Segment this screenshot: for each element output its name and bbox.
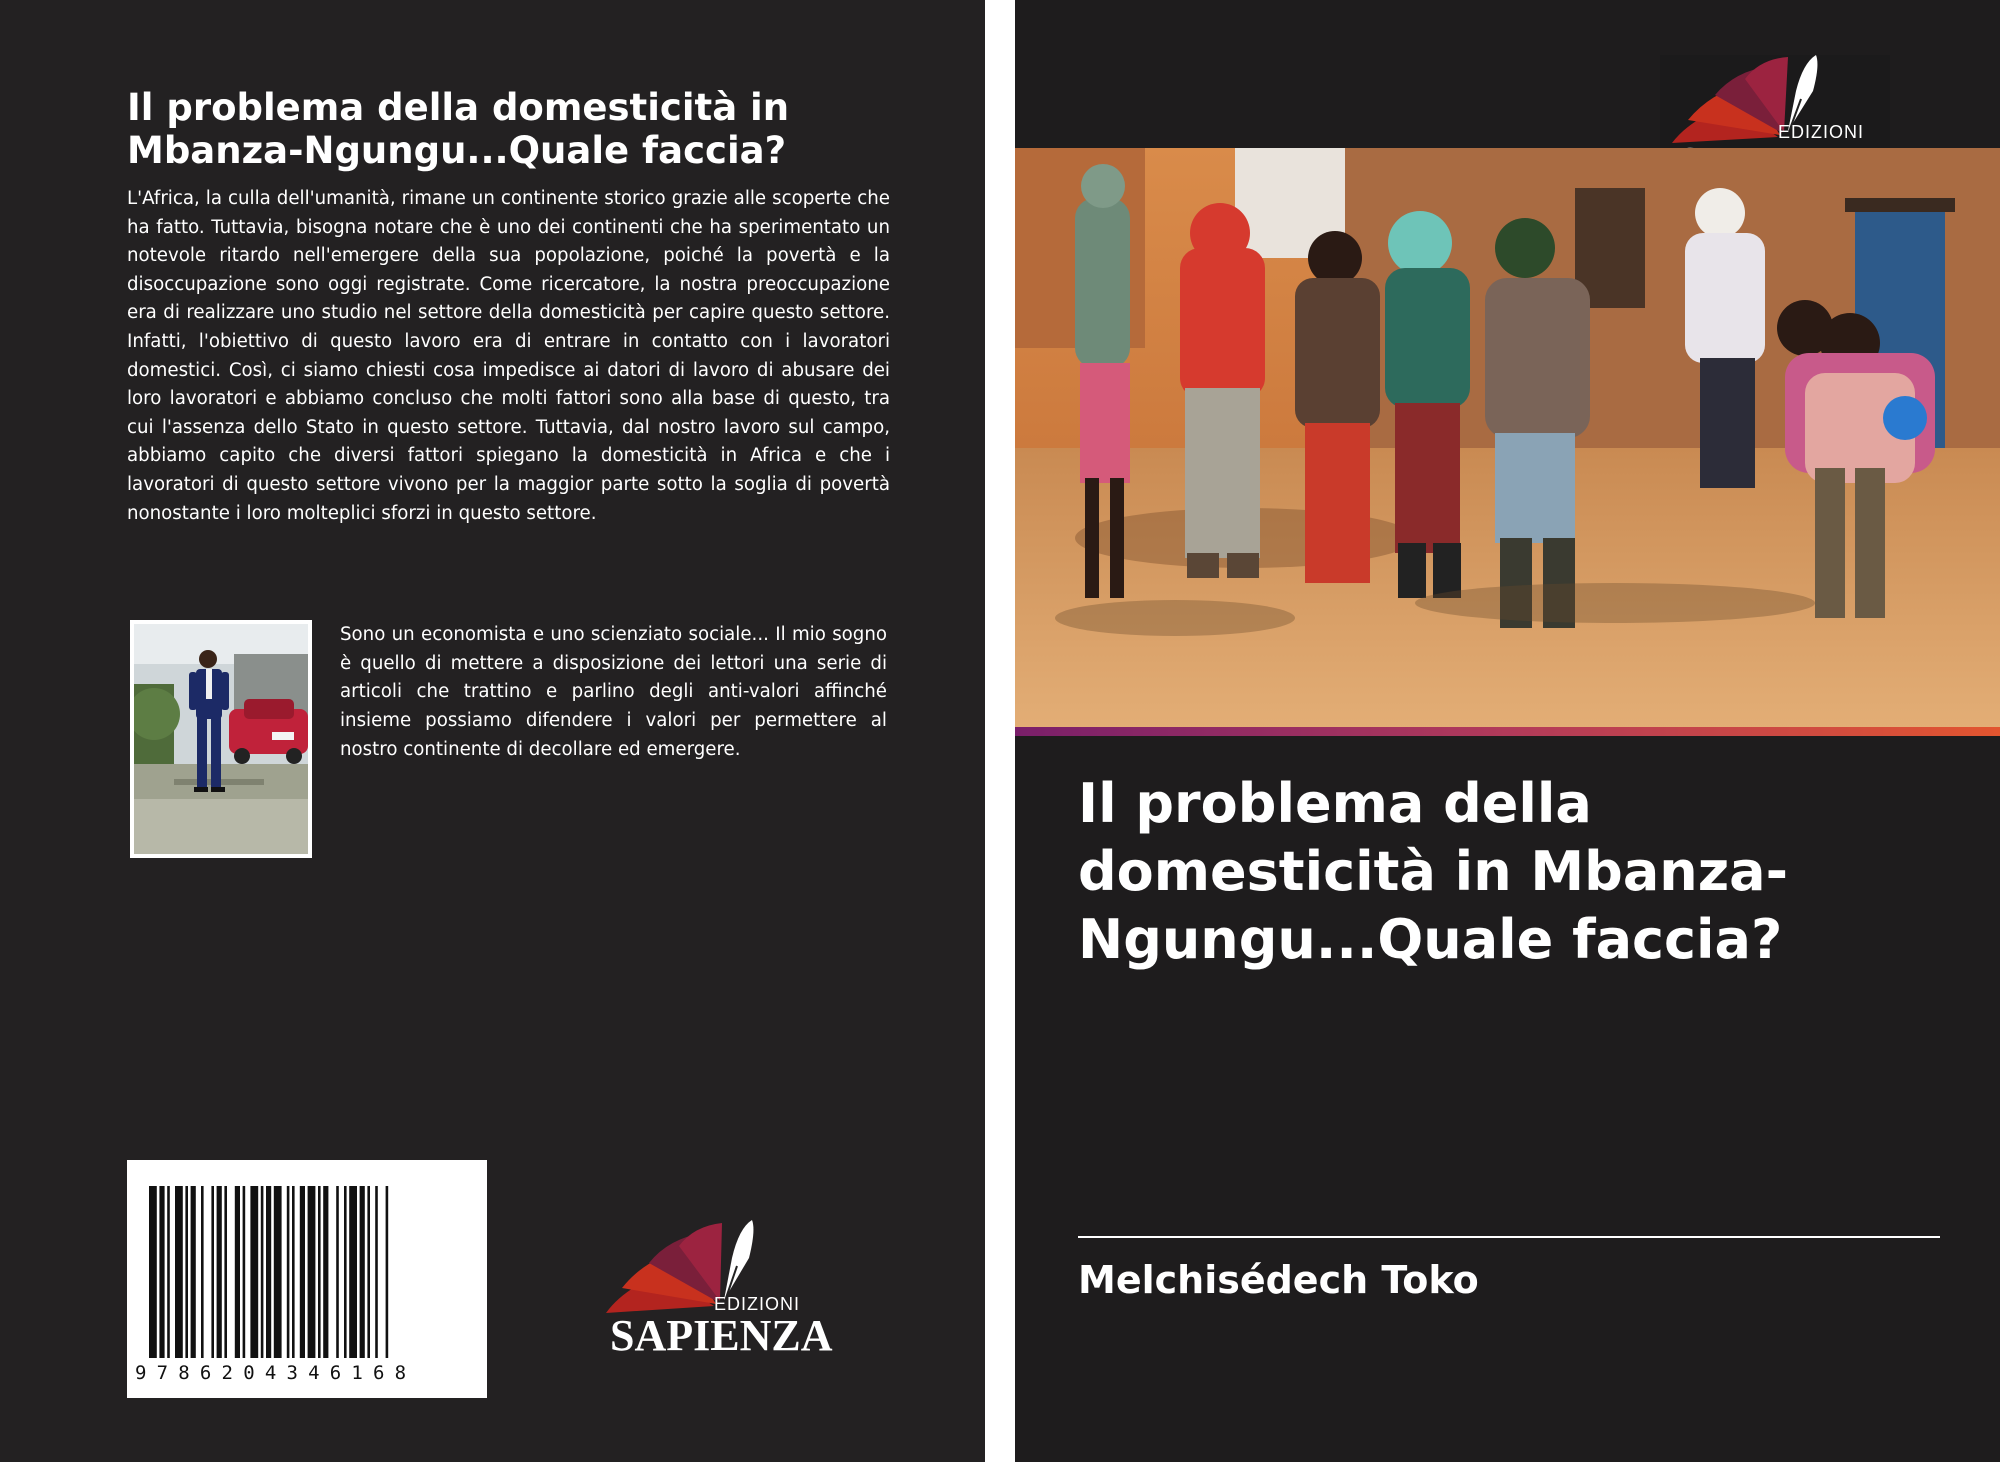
publisher-name: SAPIENZA xyxy=(610,1311,833,1360)
barcode-bar xyxy=(318,1186,321,1358)
spine-gap xyxy=(985,0,1015,1462)
barcode-bar xyxy=(308,1186,316,1358)
cover-photo-children xyxy=(1015,148,2000,730)
front-cover xyxy=(1015,0,2000,1462)
barcode-bar xyxy=(292,1186,295,1358)
barcode-bar xyxy=(191,1186,196,1358)
barcode-bar xyxy=(274,1186,282,1358)
barcode-bar xyxy=(287,1186,290,1358)
barcode-bar xyxy=(211,1186,214,1358)
publisher-edizioni-label: EDIZIONI xyxy=(1778,122,1865,142)
barcode-bar xyxy=(367,1186,370,1358)
accent-bar xyxy=(1015,727,2000,736)
isbn-barcode xyxy=(127,1160,487,1398)
barcode-bar xyxy=(185,1186,188,1358)
barcode-bar xyxy=(266,1186,271,1358)
barcode-bar xyxy=(149,1186,157,1358)
author-photo xyxy=(130,620,312,858)
author-bio: Sono un economista e uno scienziato sociale... Il mio sogno è quello di mettere a disposizione dei lettori una serie di articoli che trattino e parlino degli anti-valori affinché insieme possiamo difendere i valori per permettere al nostro continente di decollare ed emergere. xyxy=(340,624,887,760)
back-publisher-logo xyxy=(604,1218,833,1360)
back-cover-blurb: L'Africa, la culla dell'umanità, rimane un continente storico grazie alle scoperte che ha fatto. Tuttavia, bisogna notare che è uno dei continenti che ha sperimentato un notevole ritardo nell'emergere della sua popolazione, poiché la povertà e la disoccupazione sono oggi registrate. Come ricercatore, la nostra preoccupazione era di realizzare uno studio nel settore della domesticità per capire questo settore. Infatti, l'obiettivo di questo lavoro era di entrare in contatto con i lavoratori domestici. Così, ci siamo chiesti cosa impedisce ai datori di lavoro di abusare dei loro lavoratori e abbiamo concluso che molti fattori sono alla base di questo, tra cui l'assenza dello Stato in questo settore. Tuttavia, dal nostro lavoro sul campo, abbiamo capito che diversi fattori spiegano la domesticità in Africa e che i lavoratori di questo settore vivono per la maggior parte sotto la soglia di povertà nonostante i loro molteplici sforzi in questo settore. xyxy=(127,188,890,524)
barcode-bar xyxy=(159,1186,164,1358)
barcode-bar xyxy=(386,1186,389,1358)
barcode-bar xyxy=(336,1186,339,1358)
barcode-bar xyxy=(201,1186,204,1358)
barcode-bar xyxy=(217,1186,222,1358)
barcode-bar xyxy=(349,1186,357,1358)
title-author-divider xyxy=(1078,1236,1940,1238)
barcode-bar xyxy=(323,1186,328,1358)
barcode-bar xyxy=(261,1186,264,1358)
back-cover-title: Il problema della domesticità in Mbanza-Ngungu...Quale faccia? xyxy=(127,86,790,172)
barcode-bar xyxy=(243,1186,246,1358)
barcode-bar xyxy=(167,1186,170,1358)
barcode-bar xyxy=(175,1186,183,1358)
front-cover-title: Il problema della domesticità in Mbanza-Ngungu...Quale faccia? xyxy=(1078,772,1788,971)
barcode-bar xyxy=(344,1186,347,1358)
barcode-bar xyxy=(250,1186,258,1358)
barcode-bar xyxy=(300,1186,305,1358)
back-cover xyxy=(0,0,985,1462)
isbn-digits: 9786204346168 xyxy=(135,1362,417,1384)
publisher-edizioni-label: EDIZIONI xyxy=(714,1294,801,1314)
front-cover-author: Melchisédech Toko xyxy=(1078,1258,1479,1302)
barcode-bar xyxy=(360,1186,365,1358)
barcode-bar xyxy=(235,1186,240,1358)
barcode-bar xyxy=(375,1186,378,1358)
barcode-bar xyxy=(224,1186,227,1358)
